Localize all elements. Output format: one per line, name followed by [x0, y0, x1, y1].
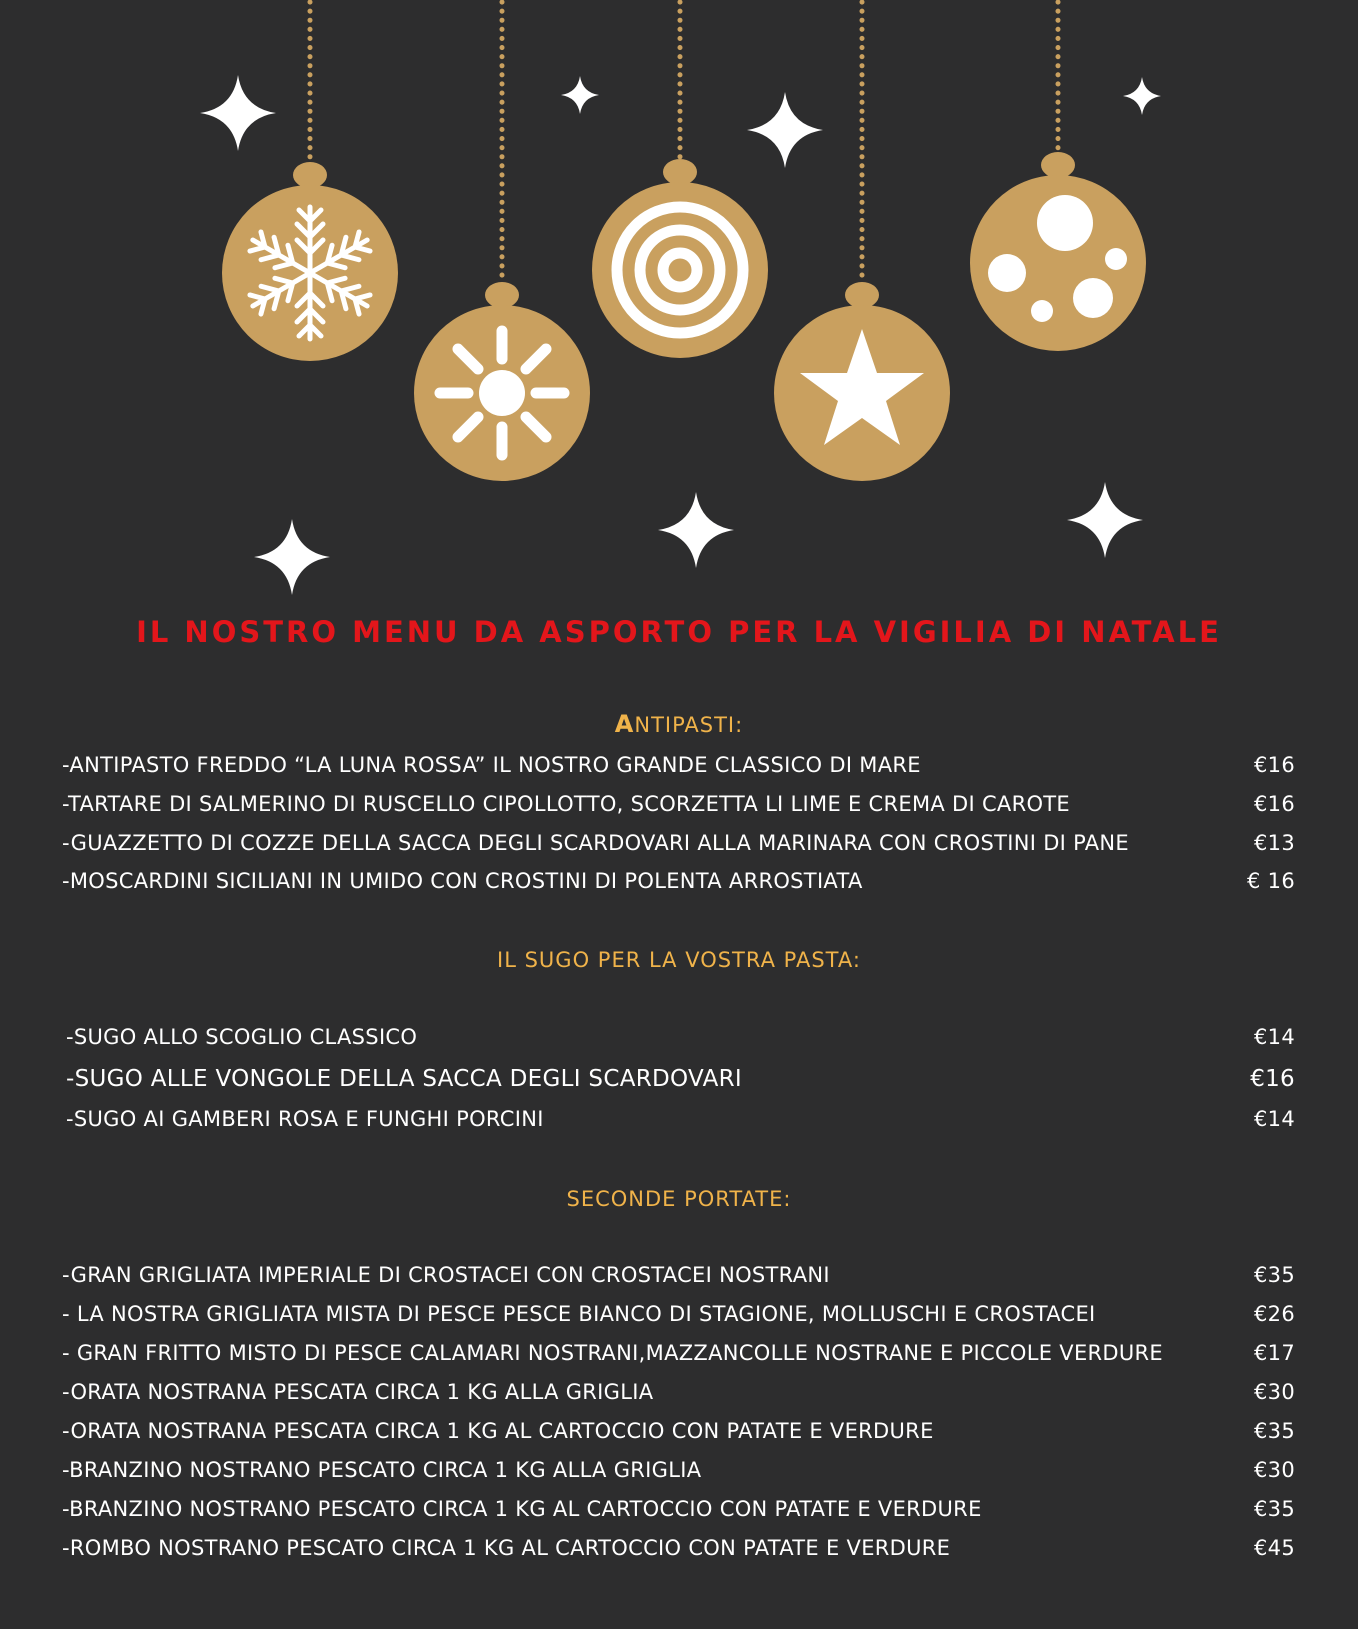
menu-item-price: €17: [1254, 1341, 1295, 1365]
star-ornament: [774, 282, 950, 481]
menu-item-price: €35: [1254, 1497, 1295, 1521]
section-title-sugo: IL SUGO PER LA VOSTRA PASTA:: [497, 948, 861, 972]
snowflake-ornament: [222, 162, 398, 361]
sparkle-star-icon: [658, 492, 734, 568]
menu-item: [0, 1530, 1358, 1566]
menu-item-price: €14: [1254, 1107, 1295, 1131]
menu-item-name: -BRANZINO NOSTRANO PESCATO CIRCA 1 KG ALLA GRIGLIA: [62, 1458, 702, 1482]
menu-item-name: -ORATA NOSTRANA PESCATA CIRCA 1 KG AL CARTOCCIO CON PATATE E VERDURE: [62, 1419, 934, 1443]
menu-item-price: € 16: [1247, 869, 1295, 893]
menu-item-name: -SUGO ALLE VONGOLE DELLA SACCA DEGLI SCARDOVARI: [66, 1066, 742, 1092]
menu-item: [0, 747, 1358, 783]
menu-item: [0, 1452, 1358, 1488]
menu-item-price: €14: [1254, 1025, 1295, 1049]
christmas-ornaments-illustration: [0, 0, 1358, 600]
dots-ornament: [970, 152, 1146, 351]
section-title-rest: NTIPASTI:: [634, 713, 744, 737]
menu-item-price: €16: [1250, 1066, 1295, 1092]
menu-item-price: €30: [1254, 1380, 1295, 1404]
menu-title: IL NOSTRO MENU DA ASPORTO PER LA VIGILIA DI NATALE: [136, 615, 1222, 649]
menu-item: [0, 1257, 1358, 1293]
sparkle-star-icon: [747, 92, 823, 168]
section-title-seconde: SECONDE PORTATE:: [566, 1187, 792, 1211]
menu-item-price: €30: [1254, 1458, 1295, 1482]
target-ornament: [592, 159, 768, 358]
menu-item-price: €45: [1254, 1536, 1295, 1560]
menu-item-price: €35: [1254, 1419, 1295, 1443]
menu-item: [0, 1296, 1358, 1332]
menu-item: [0, 1061, 1358, 1097]
menu-item: [0, 863, 1358, 899]
menu-item-price: €35: [1254, 1263, 1295, 1287]
menu-item-name: -TARTARE DI SALMERINO DI RUSCELLO CIPOLLOTTO, SCORZETTA LI LIME E CREMA DI CAROTE: [62, 792, 1070, 816]
menu-item: [0, 1101, 1358, 1137]
menu-item-name: -ORATA NOSTRANA PESCATA CIRCA 1 KG ALLA GRIGLIA: [62, 1380, 654, 1404]
menu-item: [0, 825, 1358, 861]
sparkle-star-icon: [1123, 77, 1161, 115]
sparkle-star-icon: [200, 75, 276, 151]
menu-item-name: -GUAZZETTO DI COZZE DELLA SACCA DEGLI SCARDOVARI ALLA MARINARA CON CROSTINI DI PANE: [62, 831, 1129, 855]
menu-item-price: €13: [1254, 831, 1295, 855]
menu-item-name: - GRAN FRITTO MISTO DI PESCE CALAMARI NOSTRANI,MAZZANCOLLE NOSTRANE E PICCOLE VERDURE: [62, 1341, 1164, 1365]
menu-item-name: -BRANZINO NOSTRANO PESCATO CIRCA 1 KG AL CARTOCCIO CON PATATE E VERDURE: [62, 1497, 982, 1521]
menu-item-name: -SUGO ALLO SCOGLIO CLASSICO: [66, 1025, 418, 1049]
menu-item-name: -GRAN GRIGLIATA IMPERIALE DI CROSTACEI CON CROSTACEI NOSTRANI: [62, 1263, 830, 1287]
menu-item-name: -ANTIPASTO FREDDO “LA LUNA ROSSA” IL NOSTRO GRANDE CLASSICO DI MARE: [62, 753, 921, 777]
sparkle-star-icon: [254, 519, 330, 595]
menu-item-price: €16: [1254, 792, 1295, 816]
menu-item-price: €16: [1254, 753, 1295, 777]
sunburst-ornament: [414, 282, 590, 481]
menu-item: [0, 1335, 1358, 1371]
section-title-antipasti: [0, 709, 1358, 740]
menu-item-name: -ROMBO NOSTRANO PESCATO CIRCA 1 KG AL CARTOCCIO CON PATATE E VERDURE: [62, 1536, 951, 1560]
menu-item: [0, 1413, 1358, 1449]
menu-item-name: -MOSCARDINI SICILIANI IN UMIDO CON CROSTINI DI POLENTA ARROSTIATA: [62, 869, 863, 893]
sparkle-star-icon: [561, 76, 599, 114]
sparkle-star-icon: [1067, 482, 1143, 558]
sunburst-icon: [440, 331, 564, 455]
section-title-initial: A: [614, 710, 635, 738]
menu-item: [0, 1491, 1358, 1527]
menu-item-name: -SUGO AI GAMBERI ROSA E FUNGHI PORCINI: [66, 1107, 544, 1131]
menu-item: [0, 1374, 1358, 1410]
menu-item-name: - LA NOSTRA GRIGLIATA MISTA DI PESCE PESCE BIANCO DI STAGIONE, MOLLUSCHI E CROSTACEI: [62, 1302, 1096, 1326]
menu-item-price: €26: [1254, 1302, 1295, 1326]
menu-item: [0, 786, 1358, 822]
menu-item: [0, 1019, 1358, 1055]
